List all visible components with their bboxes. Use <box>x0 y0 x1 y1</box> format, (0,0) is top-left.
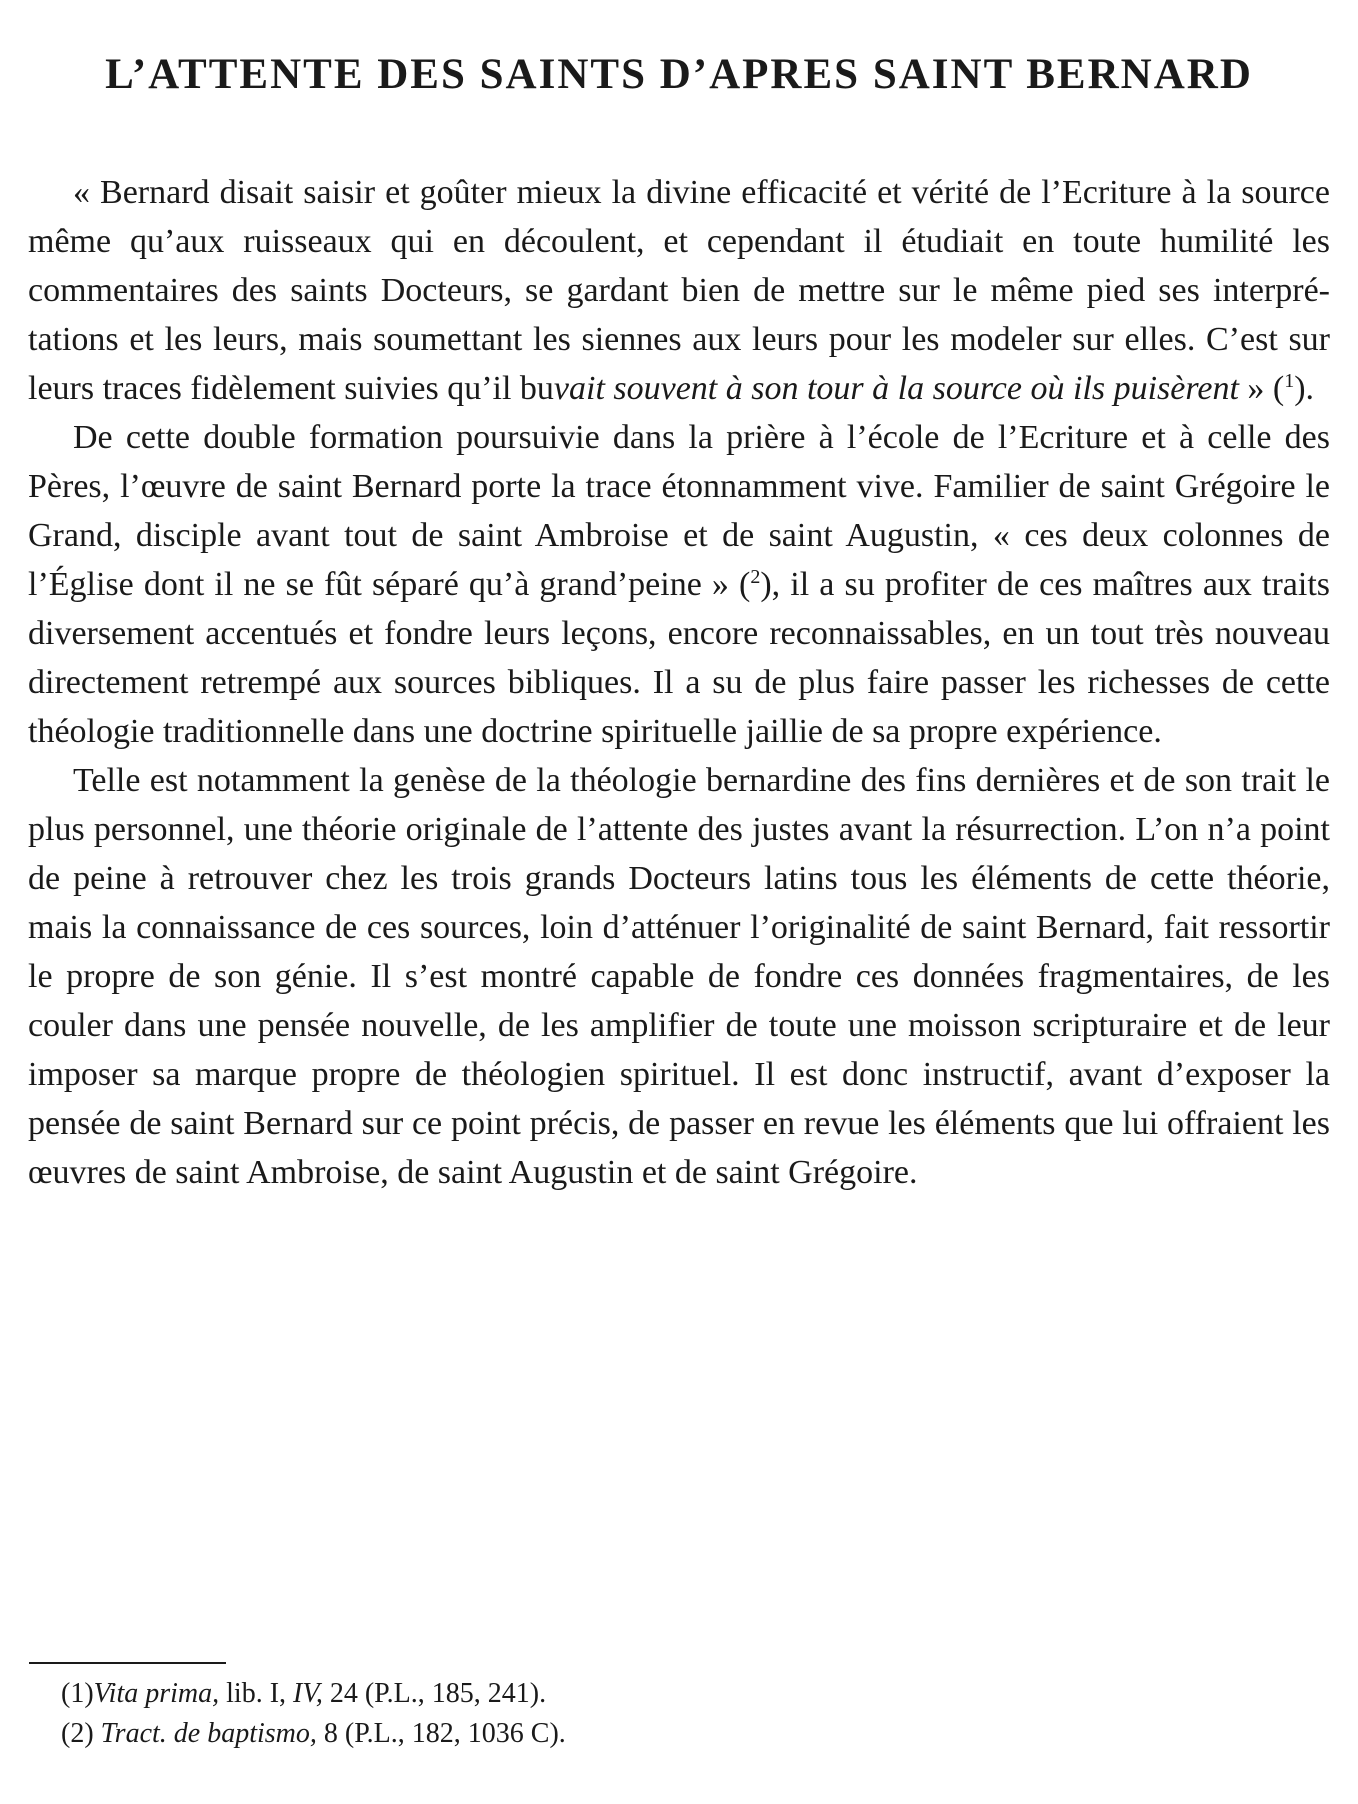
paragraph-1-italic: vait souvent à son tour à la source où ils puisèrent <box>553 370 1239 407</box>
paragraph-2 <box>28 413 1330 756</box>
body-text <box>28 168 1330 1197</box>
paragraph-1 <box>28 168 1330 413</box>
footnote-ref-a: 8 (P.L., 182, 1036 C). <box>316 1718 566 1749</box>
footnote-work: Tract. de baptismo, <box>100 1718 317 1749</box>
page-title: L’ATTENTE DES SAINTS D’APRES SAINT BERNARD <box>105 51 1253 98</box>
paragraph-1-text: « Bernard disait saisir et goûter mieux la divine efficacité et vérité de l’Ecriture à la source même qu’aux ruisseaux qui en découlent, et cependant il étudiait en toute humilité les commentaires des saints Docteurs, se gardant bien de mettre sur le même pied ses interprétations et les leurs, mais soumettant les siennes aux leurs pour les modeler sur elles. C’est sur leurs traces fidèlement suivies qu’il bu <box>28 174 1330 407</box>
paragraph-1-tail: ). <box>1294 370 1315 407</box>
paragraph-2-part-b: ), il a su profiter de ces maîtres aux traits diversement accentués et fondre leurs leçons, encore reconnaissables, en un tout très nouveau directement retrempé aux sources bibliques. Il a su de plus faire passer les richesses de cette théologie traditionnelle dans une doctrine spirituelle jaillie de sa propre expérience. <box>28 566 1331 750</box>
footnote-number: (2) <box>61 1718 94 1749</box>
footnote-number: (1) <box>61 1678 94 1709</box>
footnote-ref-italic: IV, <box>293 1678 323 1709</box>
paragraph-2-part-a: De cette double formation poursuivie dans la prière à l’école de l’Ecriture et à celle des Pères, l’œuvre de saint Bernard porte la trace étonnamment vive. Familier de saint Grégoire le Grand, disciple avant tout de saint Ambroise et de saint Augustin, « ces deux colonnes de l’Église dont il ne se fût séparé qu’à grand’peine » ( <box>28 419 1330 603</box>
footnote-ref-a: lib. I, <box>219 1678 294 1709</box>
footnote-2 <box>61 1714 1261 1754</box>
footnotes <box>61 1674 1261 1754</box>
footnote-ref-b: 24 (P.L., 185, 241). <box>322 1678 547 1709</box>
footnote-divider <box>29 1662 226 1664</box>
footnote-work: Vita prima, <box>93 1678 220 1709</box>
paragraph-3: Telle est notamment la genèse de la théologie bernardine des fins dernières et de son trait le plus personnel, une théorie originale de l’attente des justes avant la résurrection. L’on n’a point de peine à retrouver chez les trois grands Docteurs latins tous les éléments de cette théorie, mais la connaissance de ces sources, loin d’atténuer l’originalité de saint Bernard, fait ressortir le propre de son génie. Il s’est montré capable de fondre ces données fragmentaires, de les couler dans une pensée nouvelle, de les amplifier de toute une moisson scripturaire et de leur imposer sa marque propre de théologien spirituel. Il est donc instructif, avant d’exposer la pensée de saint Bernard sur ce point précis, de passer en revue les éléments que lui offraient les œuvres de saint Ambroise, de saint Augustin et de saint Grégoire. <box>28 762 1330 1191</box>
footnote-ref-2: 2 <box>750 566 761 588</box>
footnote-1 <box>61 1674 1261 1714</box>
footnote-ref-1: 1 <box>1284 370 1295 392</box>
paragraph-1-end: » ( <box>1238 370 1285 407</box>
